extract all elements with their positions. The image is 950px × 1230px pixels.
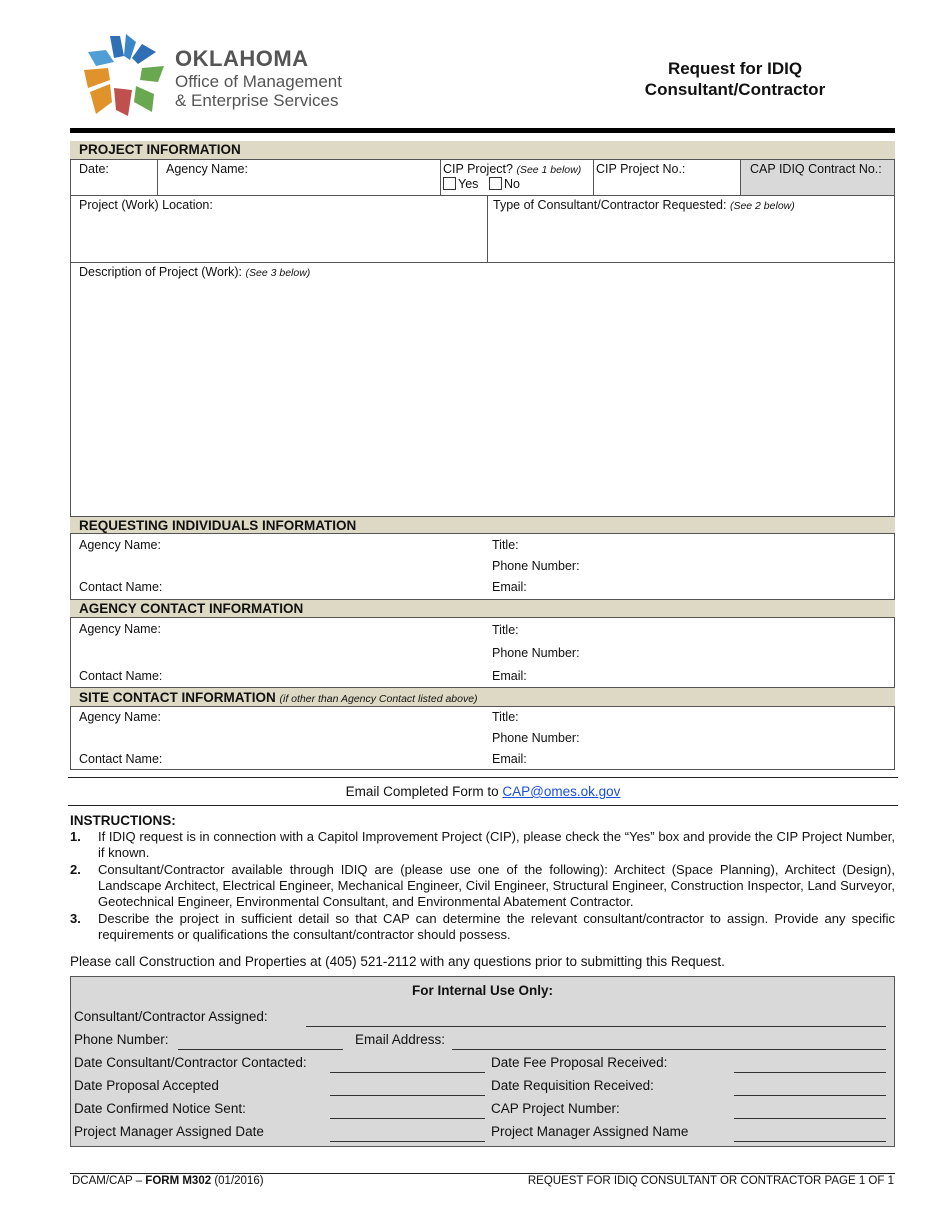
project-info-heading: PROJECT INFORMATION	[70, 141, 895, 160]
internal-phone-label: Phone Number:	[74, 1032, 169, 1047]
proposal-accepted-input[interactable]	[330, 1094, 485, 1096]
site-contact-phone-field[interactable]: Phone Number:	[492, 731, 580, 745]
pm-assigned-name-label: Project Manager Assigned Name	[491, 1124, 689, 1139]
agency-contact-phone-field[interactable]: Phone Number:	[492, 646, 580, 660]
requesting-agency-name-field[interactable]: Agency Name:	[79, 538, 161, 552]
divider	[440, 160, 441, 195]
project-description-field[interactable]: Description of Project (Work): (See 3 below)	[79, 265, 311, 279]
requisition-received-label: Date Requisition Received:	[491, 1078, 654, 1093]
consultant-assigned-input[interactable]	[306, 1025, 886, 1027]
site-contact-email-field[interactable]: Email:	[492, 752, 527, 766]
instruction-2-number: 2.	[70, 862, 81, 877]
cip-yes-option[interactable]: Yes	[443, 177, 478, 191]
divider	[70, 195, 895, 196]
requesting-info-heading: REQUESTING INDIVIDUALS INFORMATION	[70, 516, 895, 534]
internal-phone-input[interactable]	[178, 1048, 343, 1050]
cap-email-link[interactable]: CAP@omes.ok.gov	[502, 784, 621, 799]
divider	[68, 805, 898, 806]
requesting-contact-name-field[interactable]: Contact Name:	[79, 580, 163, 594]
internal-email-input[interactable]	[452, 1048, 886, 1050]
site-contact-heading: SITE CONTACT INFORMATION (if other than Agency Contact listed above)	[70, 687, 895, 707]
cip-project-question: CIP Project? (See 1 below)	[443, 162, 582, 176]
site-contact-note: (if other than Agency Contact listed above)	[279, 693, 478, 705]
requesting-title-field[interactable]: Title:	[492, 538, 519, 552]
instructions-heading: INSTRUCTIONS:	[70, 813, 176, 828]
site-contact-agency-name-field[interactable]: Agency Name:	[79, 710, 161, 724]
logo-line-2: & Enterprise Services	[175, 91, 339, 110]
instruction-1-number: 1.	[70, 829, 81, 844]
requisition-received-input[interactable]	[734, 1094, 886, 1096]
site-contact-contact-name-field[interactable]: Contact Name:	[79, 752, 163, 766]
project-location-field[interactable]: Project (Work) Location:	[79, 198, 213, 212]
fee-proposal-received-label: Date Fee Proposal Received:	[491, 1055, 668, 1070]
divider	[593, 160, 594, 195]
omes-logo	[80, 32, 380, 120]
pm-assigned-name-input[interactable]	[734, 1140, 886, 1142]
email-instructions: Email Completed Form to CAP@omes.ok.gov	[345, 784, 621, 799]
cap-contract-no-field[interactable]: CAP IDIQ Contract No.:	[741, 160, 894, 195]
cip-yes-checkbox[interactable]	[443, 177, 456, 190]
cip-project-no-field[interactable]: CIP Project No.:	[596, 162, 686, 176]
requesting-email-field[interactable]: Email:	[492, 580, 527, 594]
date-field[interactable]: Date:	[79, 162, 109, 176]
form-title-line-1: Request for IDIQ	[667, 59, 803, 78]
logo-state-name: OKLAHOMA	[175, 46, 309, 71]
consultant-type-field[interactable]: Type of Consultant/Contractor Requested: (See 2 below)	[493, 198, 795, 212]
agency-contact-contact-name-field[interactable]: Contact Name:	[79, 669, 163, 683]
form-title	[590, 58, 880, 100]
divider	[157, 160, 158, 195]
logo-line-1: Office of Management	[175, 72, 342, 91]
notice-sent-label: Date Confirmed Notice Sent:	[74, 1101, 246, 1116]
internal-use-heading: For Internal Use Only:	[411, 983, 554, 998]
form-id: DCAM/CAP – FORM M302 (01/2016)	[72, 1175, 264, 1187]
requesting-phone-field[interactable]: Phone Number:	[492, 559, 580, 573]
agency-contact-heading: AGENCY CONTACT INFORMATION	[70, 599, 895, 618]
divider	[68, 777, 898, 778]
divider	[487, 195, 488, 262]
notice-sent-input[interactable]	[330, 1117, 485, 1119]
form-title-line-2: Consultant/Contractor	[644, 80, 826, 99]
internal-email-label: Email Address:	[355, 1032, 446, 1047]
header-rule	[70, 128, 895, 133]
instructions-list	[70, 829, 895, 944]
cap-project-number-label: CAP Project Number:	[491, 1101, 620, 1116]
agency-name-field[interactable]: Agency Name:	[166, 162, 248, 176]
page-footer-text: REQUEST FOR IDIQ CONSULTANT OR CONTRACTOR PAGE 1 OF 1	[527, 1175, 894, 1187]
instruction-2-text: Consultant/Contractor available through IDIQ are (please use one of the following): Architect (Space Planning), Architect (Design), Landscape Architect, Electrical Engineer, Mechanical Engineer, Civil Engineer, Structural Engineer, Construction Inspector, Land Surveyor, Geotechnical Engineer, Environmental Consultant, and Environmental Abatement Contractor.	[98, 862, 895, 909]
call-instructions: Please call Construction and Properties at (405) 521-2112 with any questions prior to submitting this Request.	[70, 954, 725, 969]
instruction-3-number: 3.	[70, 911, 81, 926]
date-contacted-label: Date Consultant/Contractor Contacted:	[74, 1055, 307, 1070]
consultant-assigned-label: Consultant/Contractor Assigned:	[74, 1009, 268, 1024]
cip-no-option[interactable]: No	[489, 177, 520, 191]
proposal-accepted-label: Date Proposal Accepted	[74, 1078, 219, 1093]
cap-project-number-input[interactable]	[734, 1117, 886, 1119]
pm-assigned-date-label: Project Manager Assigned Date	[74, 1124, 264, 1139]
divider	[70, 262, 895, 263]
date-contacted-input[interactable]	[330, 1071, 485, 1073]
agency-contact-title-field[interactable]: Title:	[492, 623, 519, 637]
agency-contact-email-field[interactable]: Email:	[492, 669, 527, 683]
pm-assigned-date-input[interactable]	[330, 1140, 485, 1142]
star-logo-icon	[80, 32, 172, 120]
agency-contact-agency-name-field[interactable]: Agency Name:	[79, 622, 161, 636]
cip-no-checkbox[interactable]	[489, 177, 502, 190]
instruction-3-text: Describe the project in sufficient detail so that CAP can determine the relevant consultant/contractor to assign. Provide any specific requirements or qualifications the consultant/contractor should possess.	[98, 911, 895, 942]
fee-proposal-received-input[interactable]	[734, 1071, 886, 1073]
footer-rule	[70, 1173, 895, 1174]
site-contact-title-field[interactable]: Title:	[492, 710, 519, 724]
instruction-1-text: If IDIQ request is in connection with a Capitol Improvement Project (CIP), please check the “Yes” box and provide the CIP Project Number, if known.	[98, 829, 895, 860]
